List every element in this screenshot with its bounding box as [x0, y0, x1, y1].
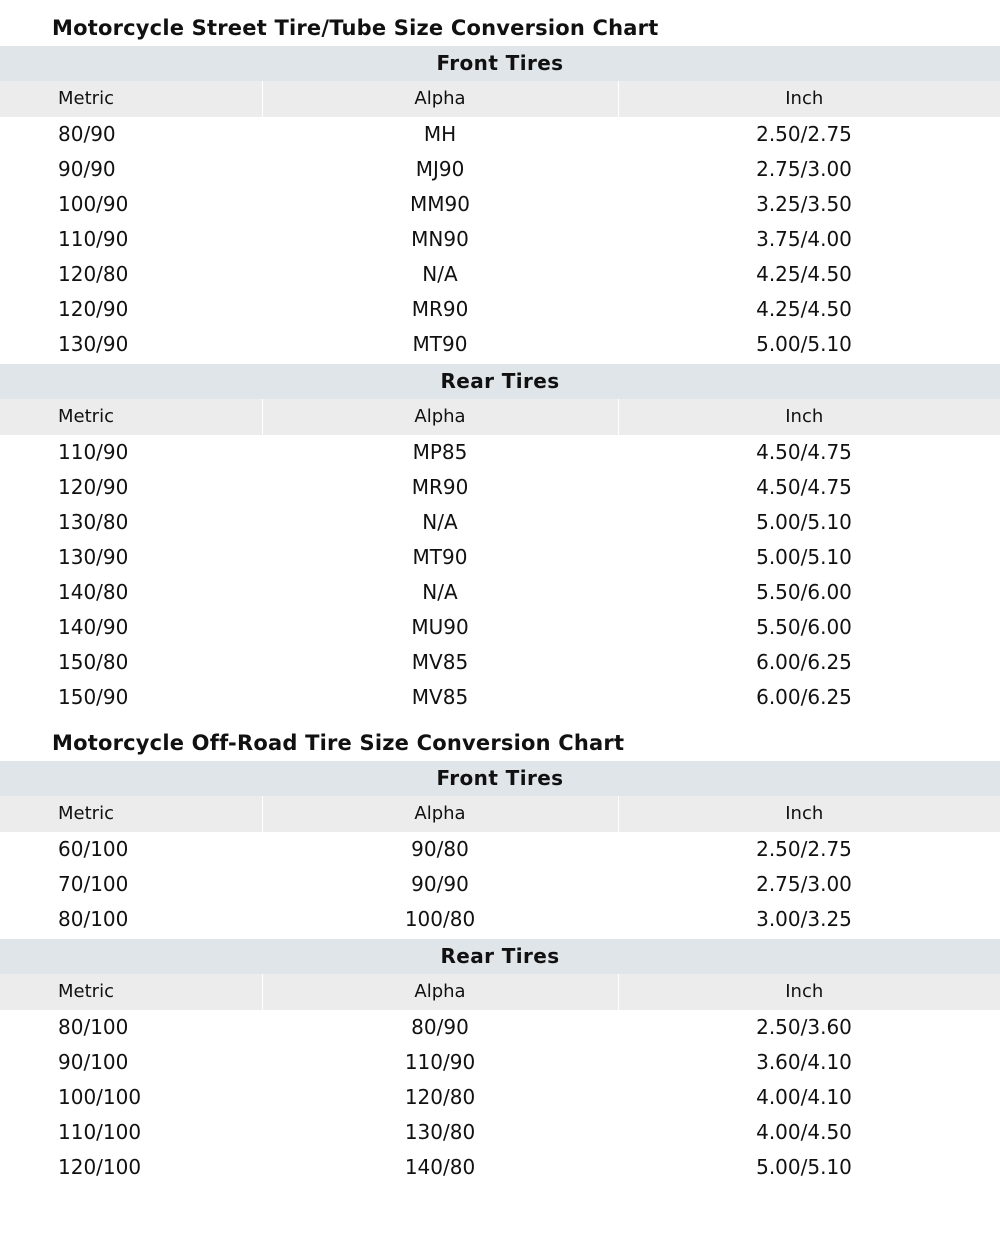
cell-metric: 140/80 — [0, 575, 262, 610]
cell-alpha: 120/80 — [262, 1080, 618, 1115]
cell-alpha: 110/90 — [262, 1045, 618, 1080]
cell-inch: 2.75/3.00 — [618, 152, 1000, 187]
cell-alpha: MV85 — [262, 680, 618, 715]
cell-inch: 5.00/5.10 — [618, 327, 1000, 362]
column-header-alpha: Alpha — [262, 399, 618, 435]
cell-metric: 90/100 — [0, 1045, 262, 1080]
cell-metric: 130/90 — [0, 327, 262, 362]
column-header-metric: Metric — [0, 974, 262, 1010]
cell-alpha: MH — [262, 117, 618, 152]
table-row — [0, 327, 1000, 362]
cell-alpha: MV85 — [262, 645, 618, 680]
column-header-metric: Metric — [0, 81, 262, 117]
table-row — [0, 832, 1000, 867]
cell-alpha: 140/80 — [262, 1150, 618, 1185]
cell-metric: 140/90 — [0, 610, 262, 645]
cell-inch: 5.00/5.10 — [618, 540, 1000, 575]
table-header-row — [0, 399, 1000, 435]
table-street-front — [0, 81, 1000, 362]
table-row — [0, 292, 1000, 327]
table-row — [0, 902, 1000, 937]
table-row — [0, 575, 1000, 610]
table-row — [0, 505, 1000, 540]
cell-metric: 70/100 — [0, 867, 262, 902]
cell-metric: 110/90 — [0, 435, 262, 470]
cell-inch: 4.50/4.75 — [618, 470, 1000, 505]
cell-alpha: 100/80 — [262, 902, 618, 937]
column-header-inch: Inch — [618, 81, 1000, 117]
cell-metric: 80/100 — [0, 902, 262, 937]
cell-metric: 120/80 — [0, 257, 262, 292]
table-row — [0, 680, 1000, 715]
cell-metric: 100/90 — [0, 187, 262, 222]
cell-alpha: MR90 — [262, 470, 618, 505]
cell-alpha: MT90 — [262, 540, 618, 575]
column-header-alpha: Alpha — [262, 796, 618, 832]
table-row — [0, 1080, 1000, 1115]
cell-alpha: 130/80 — [262, 1115, 618, 1150]
cell-inch: 2.50/3.60 — [618, 1010, 1000, 1045]
table-row — [0, 610, 1000, 645]
cell-inch: 5.50/6.00 — [618, 575, 1000, 610]
cell-inch: 3.75/4.00 — [618, 222, 1000, 257]
table-row — [0, 540, 1000, 575]
cell-alpha: 90/80 — [262, 832, 618, 867]
table-row — [0, 435, 1000, 470]
cell-alpha: 90/90 — [262, 867, 618, 902]
cell-inch: 3.00/3.25 — [618, 902, 1000, 937]
cell-alpha: MR90 — [262, 292, 618, 327]
cell-metric: 100/100 — [0, 1080, 262, 1115]
table-row — [0, 187, 1000, 222]
table-header-row — [0, 796, 1000, 832]
cell-alpha: N/A — [262, 505, 618, 540]
cell-inch: 2.75/3.00 — [618, 867, 1000, 902]
chart-title-offroad: Motorcycle Off-Road Tire Size Conversion Chart — [52, 731, 625, 755]
table-row — [0, 1010, 1000, 1045]
cell-metric: 150/90 — [0, 680, 262, 715]
cell-inch: 2.50/2.75 — [618, 832, 1000, 867]
cell-metric: 150/80 — [0, 645, 262, 680]
section-band-offroad-rear: Rear Tires — [0, 939, 1000, 974]
cell-metric: 130/90 — [0, 540, 262, 575]
chart-title-street: Motorcycle Street Tire/Tube Size Conversion Chart — [52, 16, 659, 40]
table-row — [0, 222, 1000, 257]
cell-metric: 120/90 — [0, 470, 262, 505]
cell-alpha: N/A — [262, 575, 618, 610]
table-row — [0, 117, 1000, 152]
cell-alpha: MN90 — [262, 222, 618, 257]
cell-inch: 2.50/2.75 — [618, 117, 1000, 152]
section-band-offroad-front: Front Tires — [0, 761, 1000, 796]
cell-inch: 4.25/4.50 — [618, 257, 1000, 292]
cell-metric: 110/90 — [0, 222, 262, 257]
cell-metric: 90/90 — [0, 152, 262, 187]
table-offroad-front — [0, 796, 1000, 937]
cell-alpha: 80/90 — [262, 1010, 618, 1045]
table-row — [0, 1045, 1000, 1080]
cell-inch: 5.50/6.00 — [618, 610, 1000, 645]
cell-inch: 5.00/5.10 — [618, 505, 1000, 540]
cell-metric: 120/100 — [0, 1150, 262, 1185]
cell-inch: 6.00/6.25 — [618, 645, 1000, 680]
cell-alpha: N/A — [262, 257, 618, 292]
cell-metric: 80/90 — [0, 117, 262, 152]
table-row — [0, 867, 1000, 902]
table-offroad-rear — [0, 974, 1000, 1185]
section-band-street-front: Front Tires — [0, 46, 1000, 81]
table-street-rear — [0, 399, 1000, 715]
table-row — [0, 470, 1000, 505]
cell-inch: 5.00/5.10 — [618, 1150, 1000, 1185]
cell-inch: 4.00/4.50 — [618, 1115, 1000, 1150]
table-row — [0, 1115, 1000, 1150]
cell-metric: 80/100 — [0, 1010, 262, 1045]
column-header-inch: Inch — [618, 796, 1000, 832]
column-header-metric: Metric — [0, 399, 262, 435]
column-header-alpha: Alpha — [262, 81, 618, 117]
cell-metric: 130/80 — [0, 505, 262, 540]
table-row — [0, 257, 1000, 292]
column-header-metric: Metric — [0, 796, 262, 832]
cell-inch: 3.60/4.10 — [618, 1045, 1000, 1080]
section-band-street-rear: Rear Tires — [0, 364, 1000, 399]
cell-inch: 3.25/3.50 — [618, 187, 1000, 222]
cell-metric: 60/100 — [0, 832, 262, 867]
cell-metric: 120/90 — [0, 292, 262, 327]
cell-inch: 4.25/4.50 — [618, 292, 1000, 327]
table-header-row — [0, 81, 1000, 117]
cell-inch: 4.00/4.10 — [618, 1080, 1000, 1115]
cell-alpha: MJ90 — [262, 152, 618, 187]
table-row — [0, 645, 1000, 680]
column-header-alpha: Alpha — [262, 974, 618, 1010]
cell-inch: 4.50/4.75 — [618, 435, 1000, 470]
table-header-row — [0, 974, 1000, 1010]
cell-alpha: MP85 — [262, 435, 618, 470]
table-row — [0, 152, 1000, 187]
cell-alpha: MU90 — [262, 610, 618, 645]
cell-metric: 110/100 — [0, 1115, 262, 1150]
cell-alpha: MT90 — [262, 327, 618, 362]
column-header-inch: Inch — [618, 974, 1000, 1010]
table-row — [0, 1150, 1000, 1185]
cell-inch: 6.00/6.25 — [618, 680, 1000, 715]
cell-alpha: MM90 — [262, 187, 618, 222]
column-header-inch: Inch — [618, 399, 1000, 435]
